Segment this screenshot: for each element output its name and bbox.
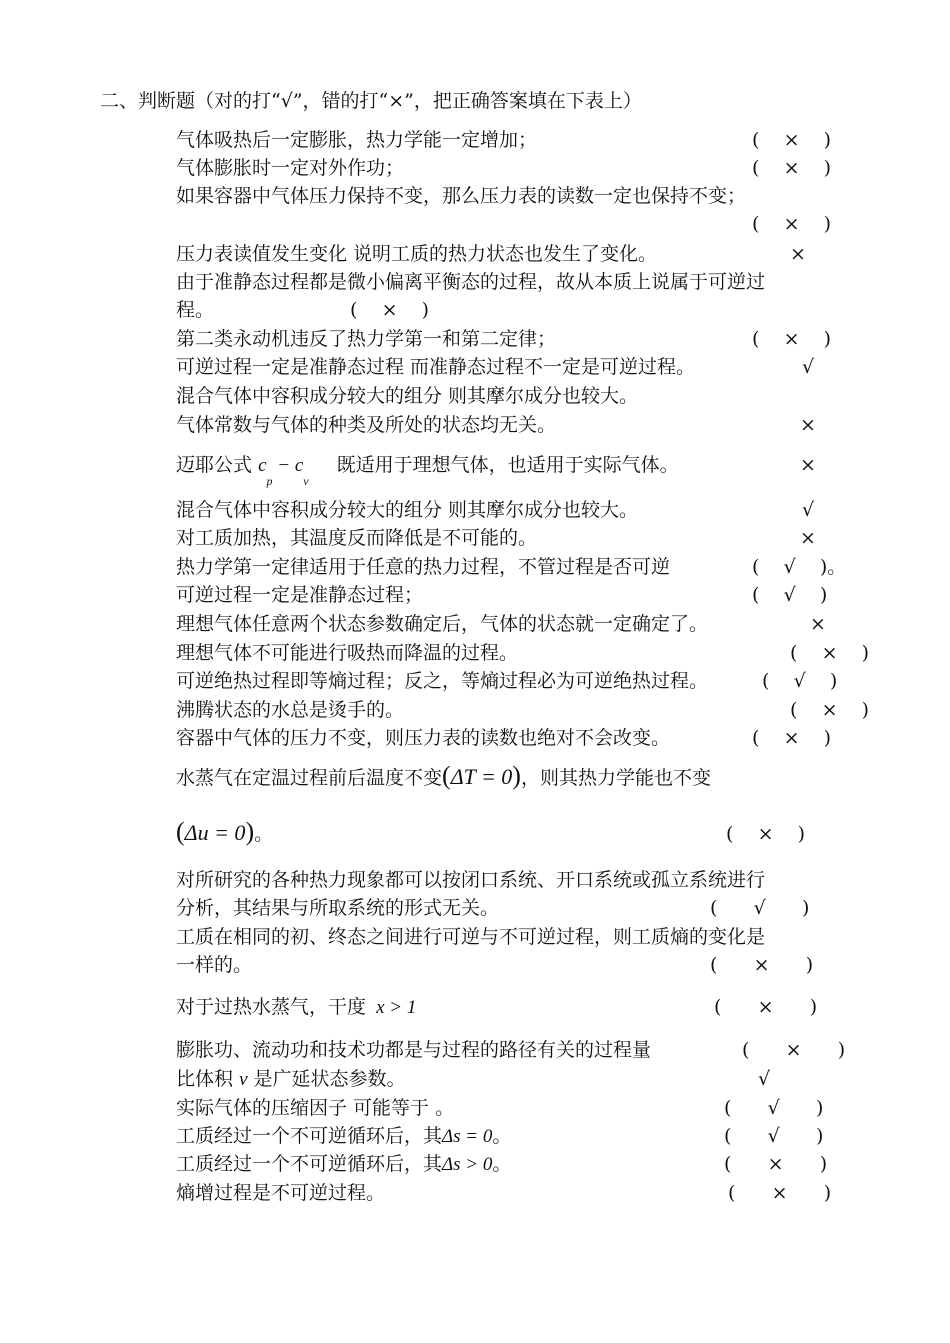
- question-9: 气体常数与气体的种类及所处的状态均无关。: [176, 414, 557, 436]
- question-27-text-b: 。: [492, 1125, 512, 1147]
- answer-13: ( √ )。: [752, 556, 847, 578]
- question-5-cont: 程。: [176, 299, 215, 321]
- answer-24: ( × ): [742, 1039, 846, 1061]
- mayer-c1: c: [258, 455, 267, 476]
- question-17: 可逆绝热过程即等熵过程；反之，等熵过程必为可逆绝热过程。: [176, 670, 709, 692]
- answer-16: ( × ): [790, 642, 870, 664]
- answer-22: ( × ): [710, 954, 814, 976]
- question-27-text-a: 工质经过一个不可逆循环后，其: [176, 1125, 443, 1147]
- question-29: 熵增过程是不可逆过程。: [176, 1182, 386, 1204]
- question-28-text-a: 工质经过一个不可逆循环后，其: [176, 1153, 443, 1175]
- question-26: 实际气体的压缩因子 可能等于 。: [176, 1097, 455, 1119]
- question-21: 对所研究的各种热力现象都可以按闭口系统、开口系统或孤立系统进行: [176, 869, 766, 891]
- answer-11: √: [802, 499, 815, 521]
- dryness-formula: x > 1: [376, 997, 417, 1018]
- question-20-text-a: 水蒸气在定温过程前后温度不变: [176, 767, 443, 789]
- answer-26: ( √ ): [724, 1097, 824, 1119]
- mayer-c2: c: [294, 455, 304, 476]
- answer-10: ×: [800, 454, 816, 476]
- question-2: 气体膨胀时一定对外作功；: [176, 157, 405, 179]
- question-16: 理想气体不可能进行吸热而降温的过程。: [176, 642, 519, 664]
- question-22: 工质在相同的初、终态之间进行可逆与不可逆过程，则工质熵的变化是: [176, 926, 766, 948]
- answer-17: ( √ ): [762, 670, 838, 692]
- answer-7: √: [802, 356, 815, 378]
- answer-25: √: [758, 1068, 771, 1090]
- question-20-text-c: 。: [254, 823, 274, 845]
- mayer-minus: −: [272, 455, 295, 476]
- question-19: 容器中气体的压力不变，则压力表的读数也绝对不会改变。: [176, 727, 671, 749]
- question-23-text: 对于过热水蒸气，干度: [176, 996, 367, 1018]
- answer-5: ( × ): [350, 299, 430, 321]
- specific-volume-symbol: v: [239, 1069, 248, 1090]
- delta-u-formula: Δu = 0: [184, 820, 246, 845]
- answer-9: ×: [800, 414, 816, 436]
- question-23: [176, 995, 416, 1020]
- question-20: 水蒸气在定温过程前后温度不变(ΔT = 0)，则其热力学能也不变: [176, 761, 711, 790]
- delta-t-formula: ΔT = 0: [450, 764, 513, 789]
- question-25: [176, 1067, 406, 1092]
- question-25-text-b: 是广延状态参数。: [253, 1068, 406, 1090]
- question-24: 膨胀功、流动功和技术功都是与过程的路径有关的过程量: [176, 1039, 652, 1061]
- question-7: 可逆过程一定是准静态过程 而准静态过程不一定是可逆过程。: [176, 356, 696, 378]
- question-22-cont: 一样的。: [176, 954, 253, 976]
- answer-20: ( × ): [726, 823, 806, 845]
- question-13: 热力学第一定律适用于任意的热力过程，不管过程是否可逆: [176, 556, 671, 578]
- answer-6: ( × ): [752, 328, 832, 350]
- answer-28: ( × ): [724, 1153, 828, 1175]
- answer-15: ×: [810, 613, 826, 635]
- question-21-cont: 分析，其结果与所取系统的形式无关。: [176, 897, 500, 919]
- question-10-text-a: 迈耶公式: [176, 454, 253, 476]
- question-3: 如果容器中气体压力保持不变，那么压力表的读数一定也保持不变；: [176, 185, 747, 207]
- answer-4: ×: [790, 243, 806, 265]
- answer-3: ( × ): [752, 213, 832, 235]
- question-8: 混合气体中容积成分较大的组分 则其摩尔成分也较大。: [176, 385, 639, 407]
- answer-29: ( × ): [728, 1182, 832, 1204]
- answer-27: ( √ ): [724, 1125, 824, 1147]
- question-18: 沸腾状态的水总是烫手的。: [176, 699, 405, 721]
- question-27: [176, 1124, 511, 1149]
- answer-14: ( √ ): [752, 584, 828, 606]
- entropy-change-positive: Δs > 0: [442, 1154, 493, 1175]
- answer-21: ( √ ): [710, 897, 810, 919]
- answer-2: ( × ): [752, 157, 832, 179]
- answer-18: ( × ): [790, 699, 870, 721]
- mayer-sub-v: v: [303, 474, 309, 488]
- question-10: [176, 453, 679, 488]
- answer-1: ( × ): [752, 129, 832, 151]
- question-6: 第二类永动机违反了热力学第一和第二定律；: [176, 328, 557, 350]
- question-15: 理想气体任意两个状态参数确定后，气体的状态就一定确定了。: [176, 613, 709, 635]
- question-28: [176, 1152, 511, 1177]
- question-20-cont: (Δu = 0)。: [176, 817, 274, 846]
- entropy-change-zero: Δs = 0: [442, 1126, 493, 1147]
- question-25-text-a: 比体积: [176, 1068, 234, 1090]
- question-10-text-b: 既适用于理想气体，也适用于实际气体。: [336, 454, 679, 476]
- question-4: 压力表读值发生变化 说明工质的热力状态也发生了变化。: [176, 243, 658, 265]
- question-12: 对工质加热，其温度反而降低是不可能的。: [176, 527, 538, 549]
- answer-12: ×: [800, 527, 816, 549]
- question-14: 可逆过程一定是准静态过程；: [176, 584, 424, 606]
- question-1: 气体吸热后一定膨胀，热力学能一定增加；: [176, 129, 538, 151]
- section-heading: 二、判断题（对的打“√”，错的打“×”，把正确答案填在下表上）: [100, 90, 642, 112]
- mayer-sub-p: p: [266, 474, 273, 488]
- question-5: 由于准静态过程都是微小偏离平衡态的过程，故从本质上说属于可逆过: [176, 271, 766, 293]
- question-11: 混合气体中容积成分较大的组分 则其摩尔成分也较大。: [176, 499, 639, 521]
- answer-23: ( × ): [714, 996, 818, 1018]
- question-28-text-b: 。: [492, 1153, 512, 1175]
- answer-19: ( × ): [752, 727, 832, 749]
- question-20-text-b: ，则其热力学能也不变: [520, 767, 711, 789]
